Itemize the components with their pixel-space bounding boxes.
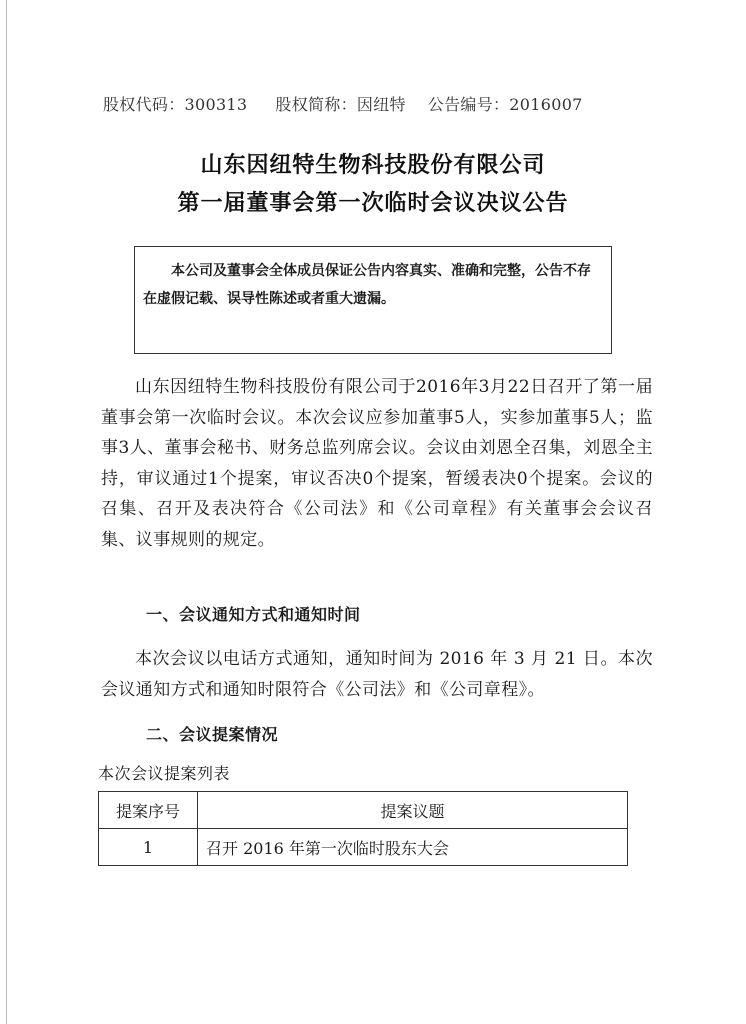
proposal-topic-cell: 召开 2016 年第一次临时股东大会 xyxy=(198,829,628,866)
proposals-table xyxy=(98,791,628,866)
table-caption: 本次会议提案列表 xyxy=(98,764,231,783)
disclaimer-text: 本公司及董事会全体成员保证公告内容真实、准确和完整，公告不存在虚假记载、误导性陈述或者重大遗漏。 xyxy=(143,263,591,307)
proposal-number-cell: 1 xyxy=(99,829,198,866)
meeting-summary-paragraph: 山东因纽特生物科技股份有限公司于2016年3月22日召开了第一届董事会第一次临时会议。本次会议应参加董事5人，实参加董事5人；监事3人、董事会秘书、财务总监列席会议。会议由刘恩全召集，刘恩全主持，审议通过1个提案，审议否决0个提案，暂缓表决0个提案。会议的召集、召开及表决符合《公司法》和《公司章程》有关董事会会议召集、议事规则的规定。 xyxy=(101,377,653,550)
notice-number: 公告编号：2016007 xyxy=(427,95,583,114)
section-heading-proposals: 二、会议提案情况 xyxy=(146,725,279,744)
section-heading-notice: 一、会议通知方式和通知时间 xyxy=(146,605,361,624)
table-row xyxy=(99,829,628,866)
notice-method-paragraph: 本次会议以电话方式通知，通知时间为 2016 年 3 月 21 日。本次会议通知方式和通知时限符合《公司法》和《公司章程》。 xyxy=(101,649,653,700)
column-header-topic: 提案议题 xyxy=(198,792,628,829)
column-header-number: 提案序号 xyxy=(99,792,198,829)
stock-code: 股权代码：300313 xyxy=(103,95,248,114)
company-name-title: 山东因纽特生物科技股份有限公司 xyxy=(200,153,546,178)
disclaimer-box xyxy=(134,246,612,354)
table-header-row xyxy=(99,792,628,829)
announcement-title: 第一届董事会第一次临时会议决议公告 xyxy=(177,191,569,216)
stock-abbreviation: 股权简称：因纽特 xyxy=(275,95,406,114)
announcement-header xyxy=(103,92,663,115)
